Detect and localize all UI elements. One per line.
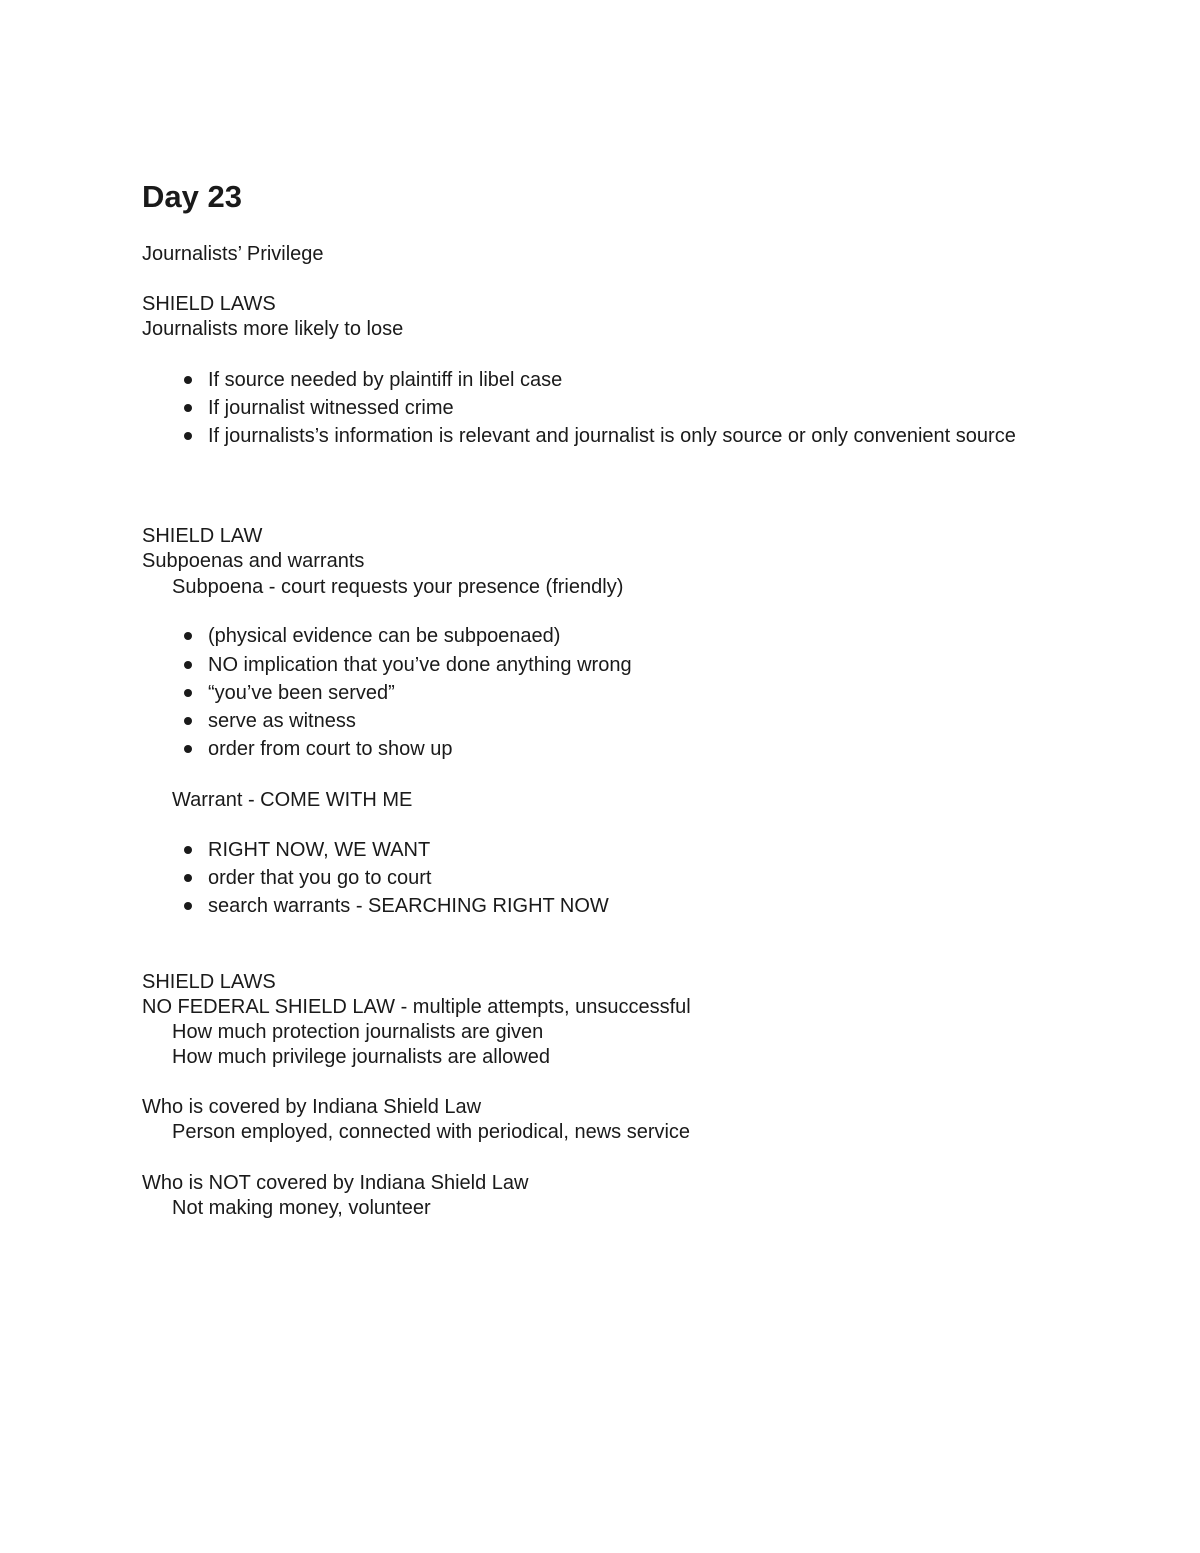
bullet-icon — [184, 846, 192, 854]
list-item-text: RIGHT NOW, WE WANT — [208, 839, 431, 861]
subpoena-definition: Subpoena - court requests your presence (friendly) — [172, 576, 624, 598]
bullet-icon — [184, 902, 192, 910]
bullet-icon — [184, 404, 192, 412]
federal-shield-law-line: NO FEDERAL SHIELD LAW - multiple attempts, unsuccessful — [142, 996, 691, 1018]
list-item — [208, 423, 1068, 449]
list-item — [208, 652, 1068, 678]
bullet-icon — [184, 874, 192, 882]
bullet-icon — [184, 376, 192, 384]
list-item — [208, 736, 1068, 762]
list-item-text: search warrants - SEARCHING RIGHT NOW — [208, 895, 609, 917]
covered-line: Who is covered by Indiana Shield Law — [142, 1096, 482, 1118]
list-item — [208, 623, 1068, 649]
list-item — [208, 837, 1068, 863]
list-item — [208, 395, 1068, 421]
list-item — [208, 367, 1068, 393]
bullet-icon — [184, 432, 192, 440]
bullet-icon — [184, 661, 192, 669]
list-item — [208, 708, 1068, 734]
list-item-text: (physical evidence can be subpoenaed) — [208, 625, 561, 647]
federal-detail-line: How much protection journalists are given — [172, 1021, 544, 1043]
page-title: Day 23 — [142, 179, 242, 214]
list-item-text: If journalists’s information is relevant and journalist is only source or only convenient source — [208, 425, 1016, 447]
list-item — [208, 680, 1068, 706]
section-subheading: Subpoenas and warrants — [142, 550, 365, 572]
bullet-icon — [184, 745, 192, 753]
document-subtitle: Journalists’ Privilege — [142, 243, 324, 265]
list-item — [208, 865, 1068, 891]
section-subheading: Journalists more likely to lose — [142, 318, 404, 340]
covered-detail-line: Person employed, connected with periodical, news service — [172, 1121, 691, 1143]
list-item-text: NO implication that you’ve done anything wrong — [208, 654, 632, 676]
list-item-text: order that you go to court — [208, 867, 432, 889]
bullet-icon — [184, 689, 192, 697]
not-covered-detail-line: Not making money, volunteer — [172, 1197, 431, 1219]
bullet-icon — [184, 717, 192, 725]
list-item — [208, 893, 1068, 919]
list-item-text: If journalist witnessed crime — [208, 397, 454, 419]
federal-detail-line: How much privilege journalists are allowed — [172, 1046, 550, 1068]
list-item-text: serve as witness — [208, 710, 356, 732]
list-item-text: If source needed by plaintiff in libel case — [208, 369, 563, 391]
bullet-icon — [184, 632, 192, 640]
section-heading: SHIELD LAWS — [142, 293, 276, 315]
list-item-text: “you’ve been served” — [208, 682, 395, 704]
section-heading: SHIELD LAWS — [142, 971, 276, 993]
warrant-definition: Warrant - COME WITH ME — [172, 789, 413, 811]
not-covered-line: Who is NOT covered by Indiana Shield Law — [142, 1172, 529, 1194]
section-heading: SHIELD LAW — [142, 525, 263, 547]
list-item-text: order from court to show up — [208, 738, 453, 760]
